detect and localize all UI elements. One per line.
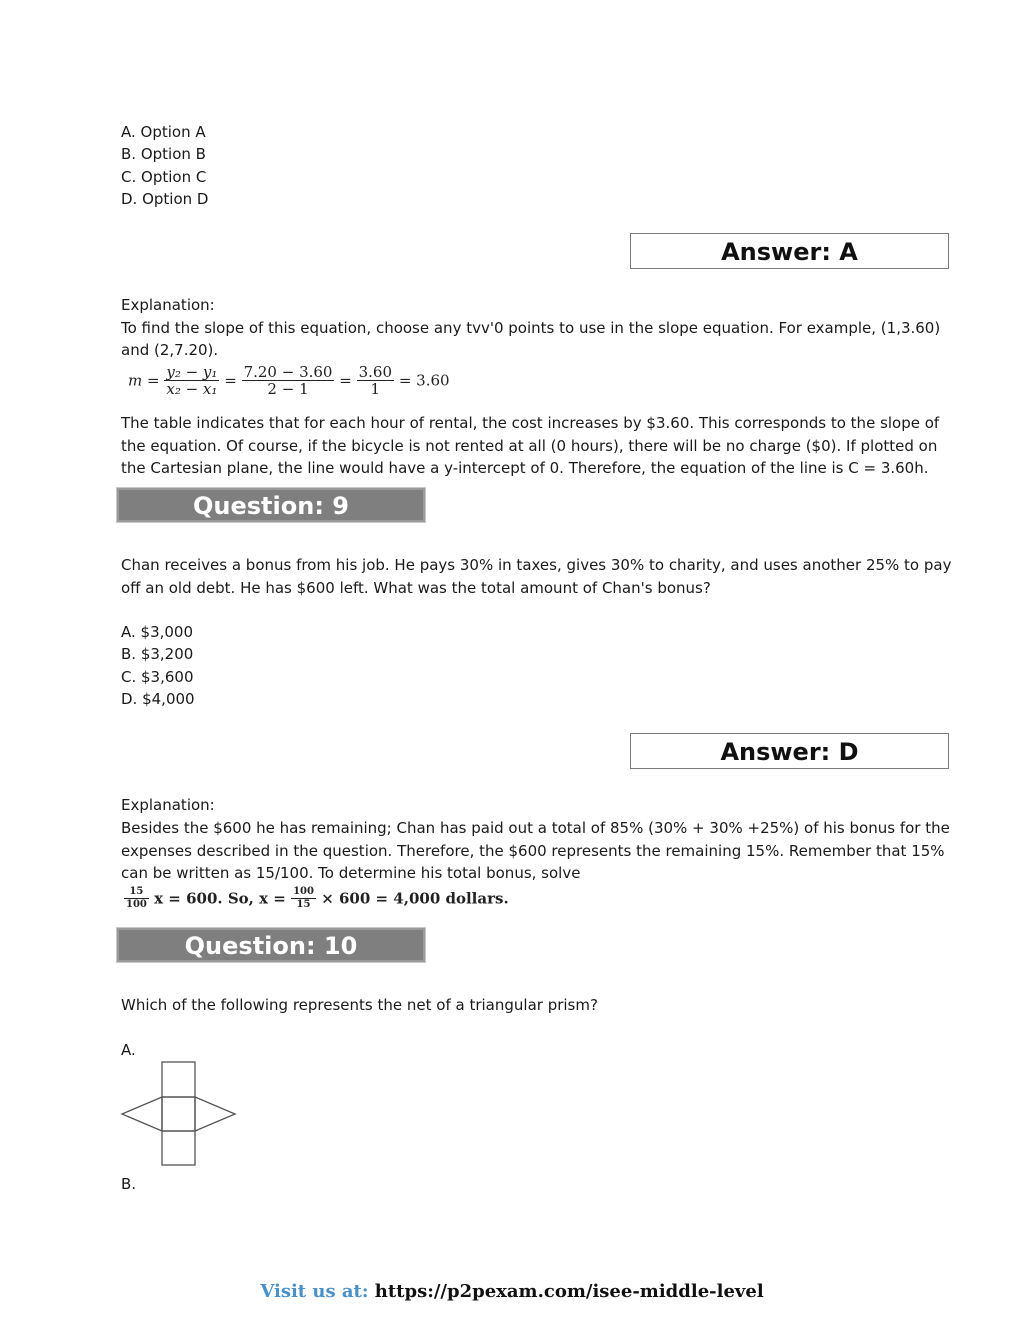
fraction-simplified — [357, 364, 394, 397]
fraction-100-15 — [291, 886, 316, 911]
fraction-values — [242, 364, 335, 397]
explanation-2-paragraph — [121, 817, 950, 885]
footer-label: Visit us at: — [260, 1281, 369, 1302]
prism-net-diagram — [118, 1060, 240, 1170]
answer-box-2: Answer: D — [630, 733, 949, 769]
q9-option-b: B. $3,200 — [121, 645, 194, 663]
explanation-1-paragraph — [121, 412, 941, 480]
question-9-text-line: Chan receives a bonus from his job. He pays 30% in taxes, gives 30% to charity, and uses another 25% to pay — [121, 556, 952, 574]
q9-option-a: A. $3,000 — [121, 623, 194, 641]
q10-option-b-label: B. — [121, 1175, 137, 1193]
question-9-text-line: off an old debt. He has $600 left. What was the total amount of Chan's bonus? — [121, 578, 711, 597]
net-right-triangle — [195, 1097, 235, 1131]
explanation-1-para-line: the equation. Of course, if the bicycle is not rented at all (0 hours), there will be no charge ($0). If plotted on — [121, 436, 938, 455]
question-9-header — [116, 487, 426, 523]
formula-m: m = — [128, 371, 160, 390]
fraction-simplified-num: 3.60 — [358, 363, 393, 381]
explanation-1-para-line: The table indicates that for each hour of rental, the cost increases by $3.60. This corresponds to the slope of — [121, 414, 940, 432]
formula-eq1: = — [224, 371, 237, 390]
q10-option-a-label: A. — [121, 1041, 136, 1059]
fraction-symbolic-den: x₂ − x₁ — [166, 380, 218, 398]
q9-option-d: D. $4,000 — [121, 690, 195, 708]
formula-end: × 600 = 4,000 dollars. — [321, 889, 509, 908]
fraction-symbolic — [164, 364, 219, 397]
formula-eq2: = — [339, 371, 352, 390]
explanation-2-para-line: Besides the $600 he has remaining; Chan has paid out a total of 85% (30% + 30% +25%) of his bonus for the — [121, 819, 950, 837]
fraction-15-100-num: 15 — [124, 886, 149, 899]
fraction-15-100 — [124, 886, 149, 911]
net-bottom-rectangle — [162, 1131, 195, 1165]
fraction-15-100-den: 100 — [126, 899, 147, 910]
fraction-symbolic-num: y₂ − y₁ — [166, 363, 218, 381]
explanation-label-2: Explanation: — [121, 796, 215, 814]
fraction-values-num: 7.20 − 3.60 — [243, 363, 333, 381]
prev-option-b: B. Option B — [121, 145, 206, 163]
explanation-2-para-line: can be written as 15/100. To determine his total bonus, solve — [121, 864, 581, 882]
bonus-formula — [124, 886, 509, 911]
slope-formula — [128, 364, 450, 397]
question-10-text: Which of the following represents the net of a triangular prism? — [121, 996, 598, 1014]
question-9-title: Question: 9 — [193, 492, 349, 520]
prev-option-c: C. Option C — [121, 168, 207, 186]
formula-mid: x = 600. So, x = — [154, 889, 286, 908]
answer-box-1: Answer: A — [630, 233, 949, 269]
explanation-1-line1: To find the slope of this equation, choose any tvv'0 points to use in the slope equation. For example, (1,3.60) — [121, 319, 941, 337]
fraction-100-15-den: 15 — [296, 899, 311, 910]
prev-option-d: D. Option D — [121, 190, 209, 208]
explanation-label-1: Explanation: — [121, 296, 215, 314]
fraction-values-den: 2 − 1 — [267, 380, 309, 398]
fraction-simplified-den: 1 — [370, 380, 381, 398]
footer-url[interactable]: https://p2pexam.com/isee-middle-level — [374, 1281, 764, 1302]
explanation-2-para-line: expenses described in the question. Therefore, the $600 represents the remaining 15%. Remember that 15% — [121, 841, 945, 860]
question-10-header — [116, 927, 426, 963]
prev-option-a: A. Option A — [121, 123, 206, 141]
net-middle-rectangle — [162, 1097, 195, 1131]
question-10-title: Question: 10 — [184, 932, 358, 960]
q9-option-c: C. $3,600 — [121, 668, 194, 686]
net-left-triangle — [122, 1097, 162, 1131]
explanation-1-line2: and (2,7.20). — [121, 341, 219, 359]
explanation-1-para-line: the Cartesian plane, the line would have a y-intercept of 0. Therefore, the equation of the line is C = 3.60h. — [121, 459, 929, 477]
net-top-rectangle — [162, 1062, 195, 1097]
footer — [0, 1281, 1024, 1302]
formula-result: = 3.60 — [398, 371, 450, 390]
question-9-text — [121, 554, 952, 599]
fraction-100-15-num: 100 — [293, 886, 314, 897]
